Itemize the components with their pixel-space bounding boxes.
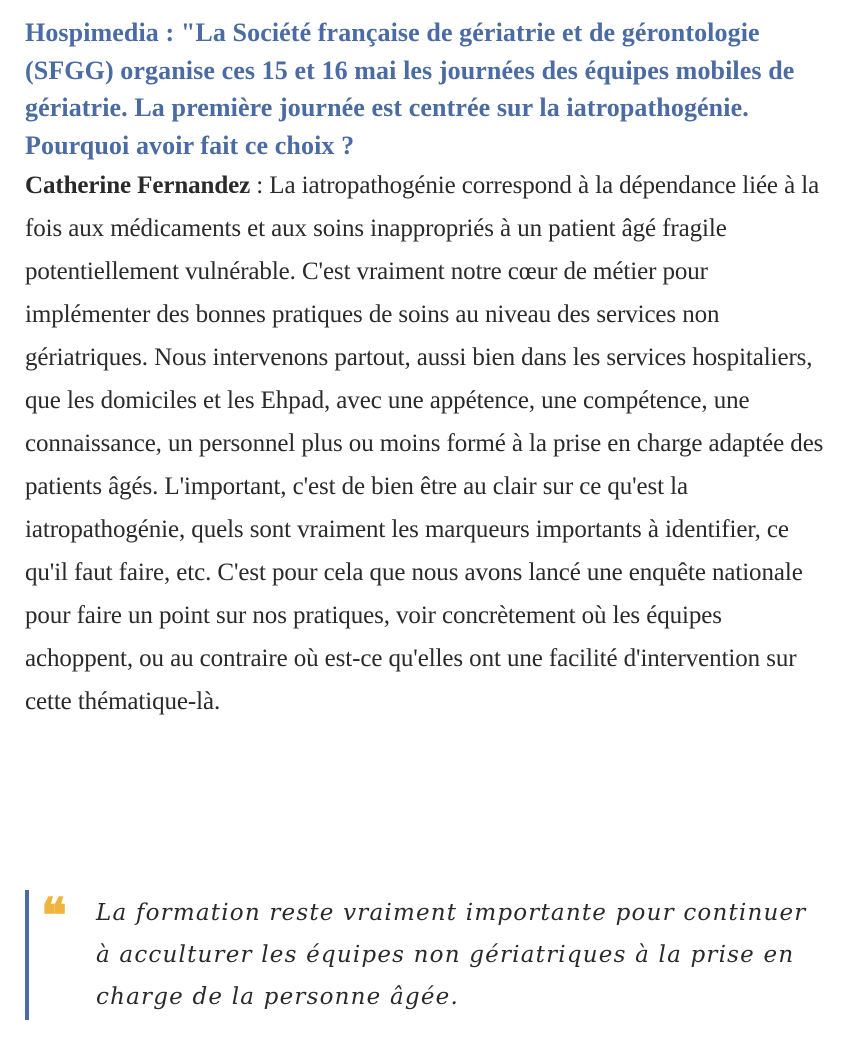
interview-answer: [25, 164, 825, 723]
interview-question: Hospimedia : "La Société française de gériatrie et de gérontologie (SFGG) organise ces 15 et 16 mai les journées des équipes mobiles de gériatrie. La première journée est centrée sur la iatropathogénie. Pourquoi avoir fait ce choix ?: [25, 18, 795, 160]
speaker-name: Catherine Fernandez: [25, 172, 251, 199]
interview-article: [25, 14, 825, 723]
answer-text: La iatropathogénie correspond à la dépendance liée à la fois aux médicaments et aux soins inappropriés à un patient âgé fragile potentiellement vulnérable. C'est vraiment notre cœur de métier pour implémenter des bonnes pratiques de soins au niveau des services non gériatriques. Nous intervenons partout, aussi bien dans les services hospitaliers, que les domiciles et les Ehpad, avec une appétence, une compétence, une connaissance, un personnel plus ou moins formé à la prise en charge adaptée des patients âgés. L'important, c'est de bien être au clair sur ce qu'est la iatropathogénie, quels sont vraiment les marqueurs importants à identifier, ce qu'il faut faire, etc. C'est pour cela que nous avons lancé une enquête nationale pour faire un point sur nos pratiques, voir concrètement où les équipes achoppent, ou au contraire où est-ce qu'elles ont une facilité d'intervention sur cette thématique-là.: [25, 172, 824, 715]
pull-quote: [25, 890, 819, 1020]
speaker-separator: :: [250, 172, 270, 199]
quote-icon: ❝: [41, 888, 63, 944]
pull-quote-text: La formation reste vraiment importante pour continuer à acculturer les équipes non gériatriques à la prise en charge de la personne âgée.: [96, 900, 807, 1010]
